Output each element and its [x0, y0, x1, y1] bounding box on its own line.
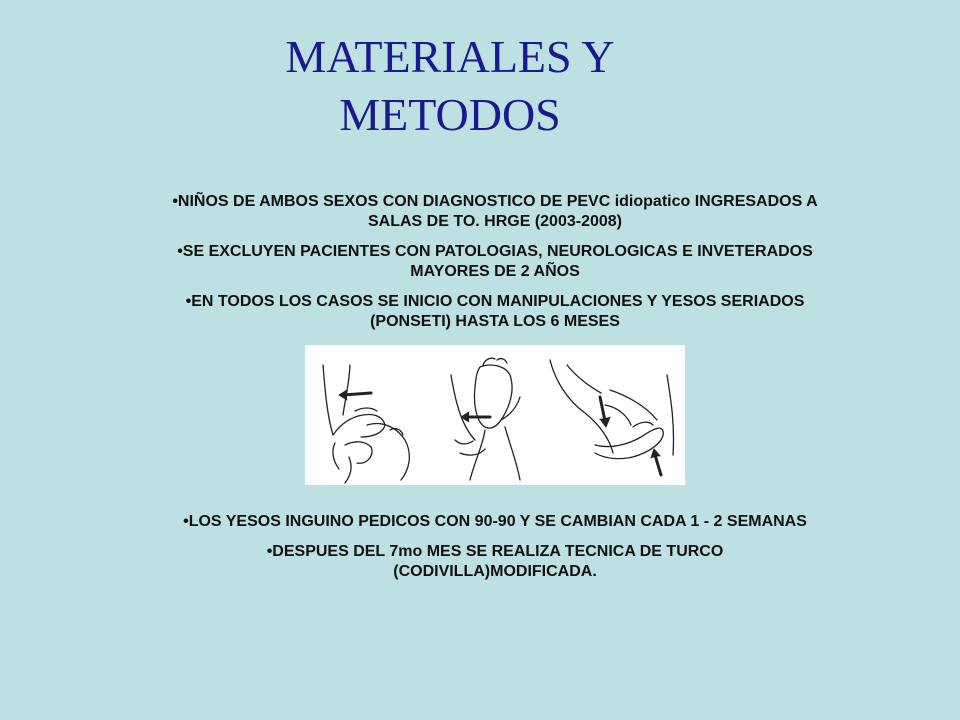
panel-1-drawing — [323, 365, 409, 483]
bullet-item: •EN TODOS LOS CASOS SE INICIO CON MANIPULACIONES Y YESOS SERIADOS (PONSETI) HASTA LOS 6 MESES — [185, 293, 805, 330]
bullet-item: •LOS YESOS INGUINO PEDICOS CON 90-90 Y SE CAMBIAN CADA 1 - 2 SEMANAS — [183, 513, 807, 530]
ponseti-manipulation-drawing-icon — [305, 345, 685, 485]
panel-2-drawing — [451, 358, 520, 480]
title-line-1: MATERIALES Y — [285, 31, 615, 82]
ponseti-manipulation-illustration — [305, 345, 685, 485]
bullet-item: •NIÑOS DE AMBOS SEXOS CON DIAGNOSTICO DE PEVC idiopatico INGRESADOS A SALAS DE TO. HRGE (2003-2008) — [172, 193, 818, 230]
bullet-list-top — [170, 192, 820, 342]
title-line-2: METODOS — [339, 89, 561, 140]
bullet-list-bottom — [170, 512, 820, 592]
bullet-item: •SE EXCLUYEN PACIENTES CON PATOLOGIAS, NEUROLOGICAS E INVETERADOS MAYORES DE 2 AÑOS — [177, 243, 813, 280]
panel-3-drawing — [550, 360, 674, 475]
bullet-item: •DESPUES DEL 7mo MES SE REALIZA TECNICA DE TURCO (CODIVILLA)MODIFICADA. — [266, 543, 724, 580]
slide-title — [200, 28, 700, 144]
